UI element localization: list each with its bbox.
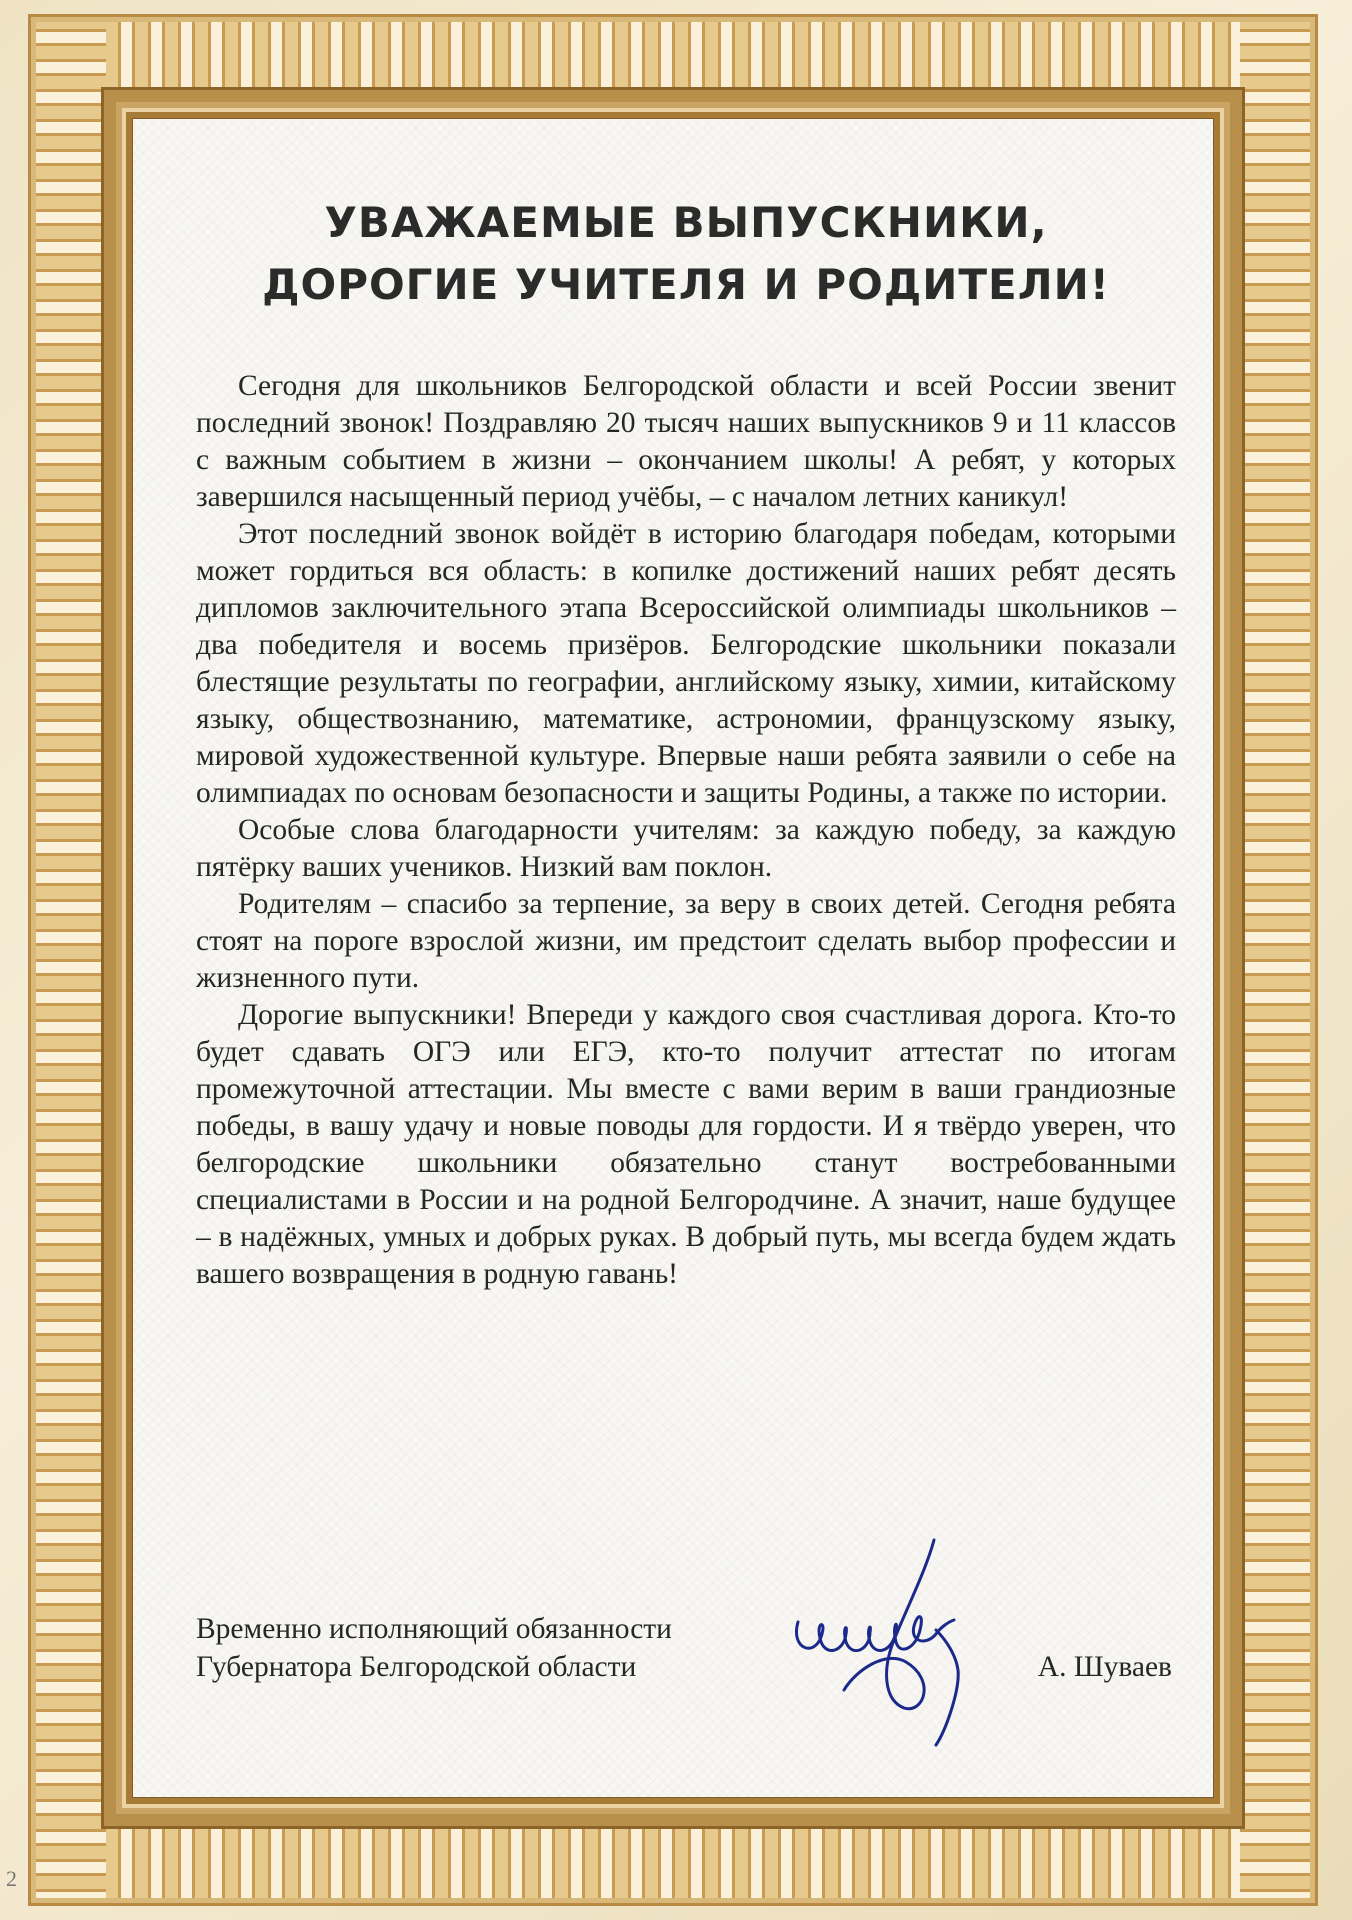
title-line-1: УВАЖАЕМЫЕ ВЫПУСКНИКИ,: [324, 198, 1048, 247]
letter-body: [196, 368, 1176, 1293]
signatory-name: А. Шуваев: [1037, 1651, 1172, 1683]
signatory-position: [196, 1610, 672, 1686]
position-line-1: Временно исполняющий обязанности: [196, 1613, 672, 1645]
page-number: 2: [6, 1866, 17, 1891]
title-line-2: ДОРОГИЕ УЧИТЕЛЯ И РОДИТЕЛИ!: [262, 260, 1110, 309]
paragraph: Этот последний звонок войдёт в историю благодаря победам, которыми может гордиться вся область: в копилке достижений наших ребят десять дипломов заключительного этапа Всероссийской олимпиады школьников – два победителя и восемь призёров. Белгородские школьники показали блестящие результаты по географии, английскому языку, химии, китайскому языку, обществознанию, математике, астрономии, французскому языку, мировой художественной культуре. Впервые наши ребята заявили о себе на олимпиадах по основам безопасности и защиты Родины, а также по истории.: [196, 518, 1176, 809]
position-line-2: Губернатора Белгородской области: [196, 1651, 637, 1683]
signature-block: [196, 1610, 1172, 1750]
paragraph: Дорогие выпускники! Впереди у каждого своя счастливая дорога. Кто-то будет сдавать ОГЭ или ЕГЭ, кто-то получит аттестат по итогам промежуточной аттестации. Мы вместе с вами верим в ваши грандиозные победы, в вашу удачу и новые поводы для гордости. И я твёрдо уверен, что белгородские школьники обязательно станут востребованными специалистами в России и на родной Белгородчине. А значит, наше будущее – в надёжных, умных и добрых руках. В добрый путь, мы всегда будем ждать вашего возвращения в родную гавань!: [196, 999, 1176, 1290]
letter-content: [196, 192, 1176, 1293]
letter-title: [196, 192, 1176, 316]
paragraph: Родителям – спасибо за терпение, за веру в своих детей. Сегодня ребята стоят на пороге взрослой жизни, им предстоит сделать выбор профессии и жизненного пути.: [196, 888, 1176, 994]
handwritten-signature: [786, 1530, 986, 1750]
paragraph: Сегодня для школьников Белгородской области и всей России звенит последний звонок! Поздравляю 20 тысяч наших выпускников 9 и 11 классов с важным событием в жизни – окончанием школы! А ребят, у которых завершился насыщенный период учёбы, – с началом летних каникул!: [196, 370, 1176, 513]
paragraph: Особые слова благодарности учителям: за каждую победу, за каждую пятёрку ваших учеников. Низкий вам поклон.: [196, 814, 1176, 883]
